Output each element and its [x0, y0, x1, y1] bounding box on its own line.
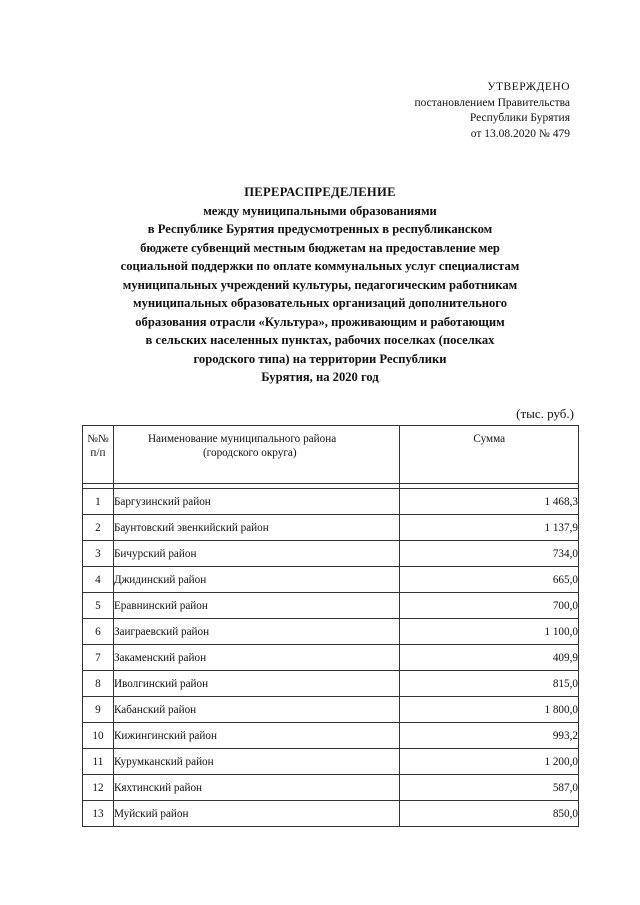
approval-government: Республики Бурятия [469, 112, 570, 124]
heading-line-3: бюджете субвенций местным бюджетам на предоставление мер [140, 240, 500, 255]
row-district-name: Закаменский район [113, 645, 400, 671]
row-number: 8 [83, 671, 114, 697]
row-sum: 734,0 [400, 541, 579, 567]
heading-line-8: в сельских населенных пунктах, рабочих поселках (поселках [145, 333, 495, 347]
row-district-name: Бичурский район [113, 541, 400, 567]
row-district-name: Баунтовский эвенкийский район [113, 515, 400, 541]
table-row [83, 775, 579, 801]
approval-date-number: от 13.08.2020 № 479 [470, 127, 570, 140]
row-sum: 993,2 [400, 723, 579, 749]
row-number: 2 [83, 515, 114, 541]
heading-line-7: образования отрасли «Культура», проживающим и работающим [135, 314, 505, 329]
row-number: 12 [83, 775, 114, 801]
header-sum: Сумма [400, 426, 579, 484]
approval-title: УТВЕРЖДЕНО [487, 81, 570, 93]
row-sum: 1 137,9 [400, 515, 579, 541]
row-number: 9 [83, 697, 114, 723]
row-sum: 1 800,0 [400, 697, 579, 723]
table-body [83, 484, 579, 827]
table-header-row [83, 426, 579, 484]
table-row [83, 619, 579, 645]
table-row [83, 801, 579, 827]
table-row [83, 489, 579, 515]
heading-line-4: социальной поддержки по оплате коммунальных услуг специалистам [120, 259, 520, 273]
row-number: 3 [83, 541, 114, 567]
row-district-name: Кабанский район [113, 697, 400, 723]
table-row [83, 697, 579, 723]
header-number-line1: №№ [87, 433, 109, 445]
header-number [83, 426, 114, 484]
header-district-name [113, 426, 400, 484]
header-number-line2: п/п [90, 447, 106, 459]
table-row [83, 723, 579, 749]
row-sum: 700,0 [400, 593, 579, 619]
row-number: 1 [83, 489, 114, 515]
row-district-name: Иволгинский район [113, 671, 400, 697]
row-number: 4 [83, 567, 114, 593]
table-row [83, 593, 579, 619]
document-heading [60, 183, 580, 387]
row-number: 11 [83, 749, 114, 775]
heading-line-6: муниципальных образовательных организаций дополнительного [133, 296, 507, 310]
row-sum: 409,9 [400, 645, 579, 671]
document-title: ПЕРЕРАСПРЕДЕЛЕНИЕ [244, 185, 396, 199]
heading-line-1: между муниципальными образованиями [203, 203, 437, 218]
row-number: 7 [83, 645, 114, 671]
header-name-line1: Наименование муниципального района [147, 433, 337, 445]
row-number: 10 [83, 723, 114, 749]
row-number: 13 [83, 801, 114, 827]
row-number: 5 [83, 593, 114, 619]
row-sum: 665,0 [400, 567, 579, 593]
row-district-name: Джидинский район [113, 567, 400, 593]
table-row [83, 567, 579, 593]
row-district-name: Кижингинский район [113, 723, 400, 749]
units-label: (тыс. руб.) [516, 406, 574, 421]
heading-line-9: городского типа) на территории Республики [193, 351, 447, 366]
row-sum: 1 200,0 [400, 749, 579, 775]
heading-line-2: в Республике Бурятия предусмотренных в республиканском [147, 222, 493, 236]
heading-line-5: муниципальных учреждений культуры, педагогическим работникам [122, 277, 518, 292]
row-sum: 587,0 [400, 775, 579, 801]
row-district-name: Кяхтинский район [113, 775, 400, 801]
table-row [83, 645, 579, 671]
table-row [83, 671, 579, 697]
header-name-line2: (городского округа) [202, 447, 297, 459]
row-district-name: Еравнинский район [113, 593, 400, 619]
table-row [83, 749, 579, 775]
row-sum: 1 468,3 [400, 489, 579, 515]
row-number: 6 [83, 619, 114, 645]
row-district-name: Заиграевский район [113, 619, 400, 645]
row-district-name: Муйский район [113, 801, 400, 827]
heading-line-10: Бурятия, на 2020 год [261, 370, 379, 384]
table-row [83, 541, 579, 567]
row-sum: 850,0 [400, 801, 579, 827]
approval-block [414, 80, 570, 142]
allocation-table [82, 425, 579, 827]
row-sum: 815,0 [400, 671, 579, 697]
table-row [83, 515, 579, 541]
row-district-name: Курумканский район [113, 749, 400, 775]
row-sum: 1 100,0 [400, 619, 579, 645]
row-district-name: Баргузинский район [113, 489, 400, 515]
approval-issuer: постановлением Правительства [414, 96, 570, 109]
